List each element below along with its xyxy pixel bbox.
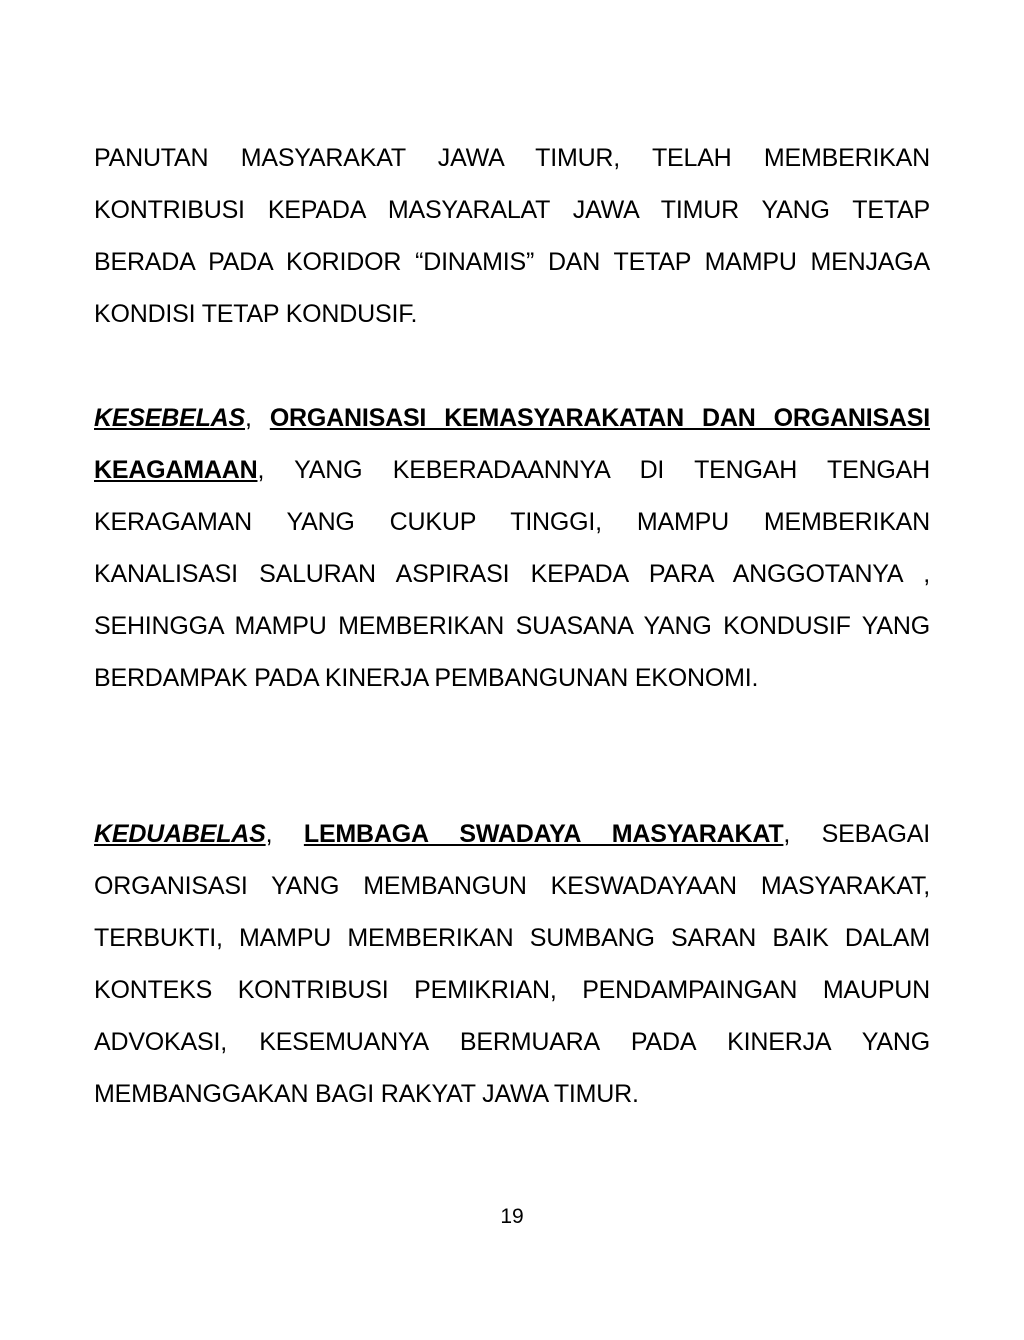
page-number: 19 [500,1205,524,1228]
paragraph-text: , YANG KEBERADAANNYA DI TENGAH TENGAH KERAGAMAN YANG CUKUP TINGGI, MAMPU MEMBERIKAN KANALISASI SALURAN ASPIRASI KEPADA PARA ANGGOTANYA , SEHINGGA MAMPU MEMBERIKAN SUASANA YANG KONDUSIF YANG BERDAMPAK PADA KINERJA PEMBANGUNAN EKONOMI. [94,456,930,692]
separator: , [245,404,270,432]
separator: , [265,820,304,848]
section-heading: ORGANISASI KEMASYARAKATAN DAN ORGANISASI KEAGAMAAN [94,404,930,484]
ordinal-lead: KEDUABELAS [94,820,266,848]
ordinal-lead: KESEBELAS [94,404,246,432]
section-heading: LEMBAGA SWADAYA MASYARAKAT [303,820,784,848]
paragraph-kesebelas [94,392,930,704]
paragraph-text: PANUTAN MASYARAKAT JAWA TIMUR, TELAH MEMBERIKAN KONTRIBUSI KEPADA MASYARALAT JAWA TIMUR YANG TETAP BERADA PADA KORIDOR “DINAMIS” DAN TETAP MAMPU MENJAGA KONDISI TETAP KONDUSIF. [94,144,930,328]
paragraph-keduabelas [94,808,930,1120]
paragraph-text: , SEBAGAI ORGANISASI YANG MEMBANGUN KESWADAYAAN MASYARAKAT, TERBUKTI, MAMPU MEMBERIKAN SUMBANG SARAN BAIK DALAM KONTEKS KONTRIBUSI PEMIKRIAN, PENDAMPAINGAN MAUPUN ADVOKASI, KESEMUANYA BERMUARA PADA KINERJA YANG MEMBANGGAKAN BAGI RAKYAT JAWA TIMUR. [94,820,931,1108]
paragraph-panutan-masyarakat [94,132,930,340]
